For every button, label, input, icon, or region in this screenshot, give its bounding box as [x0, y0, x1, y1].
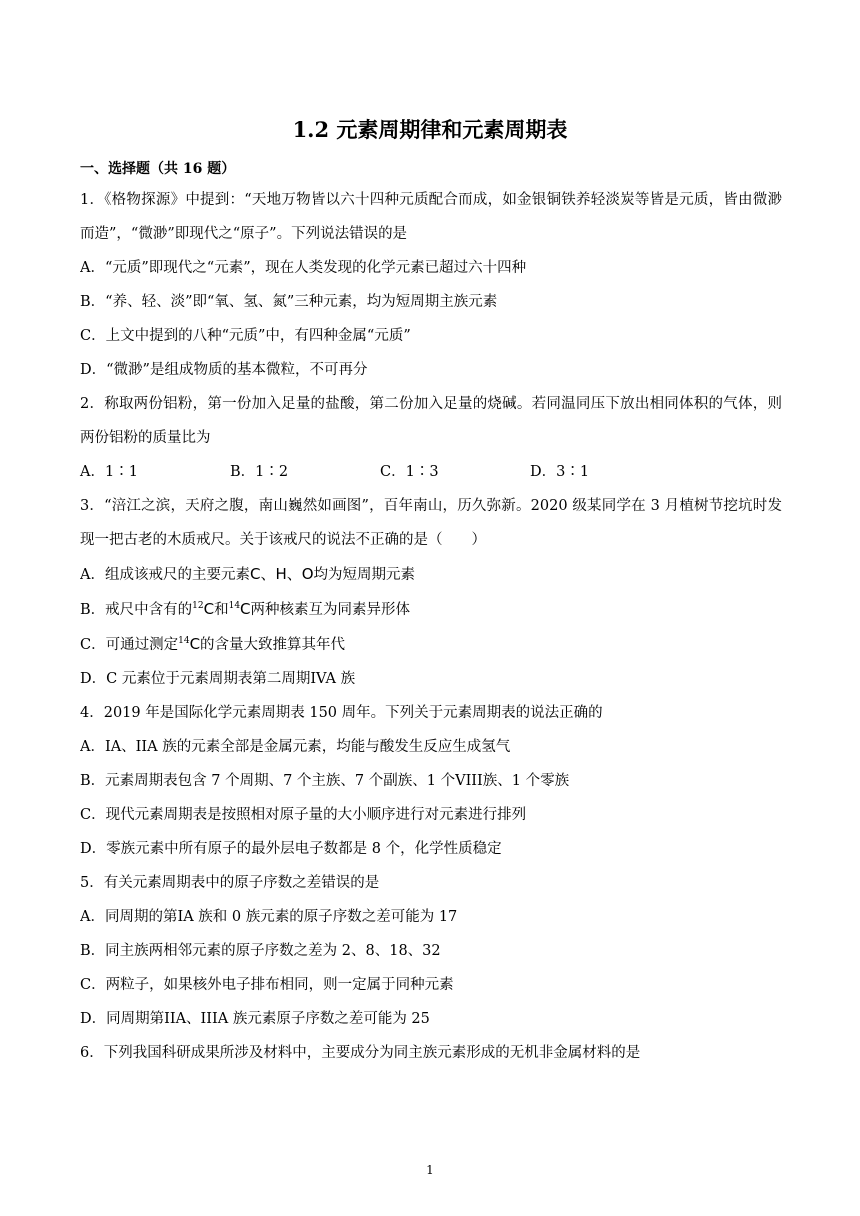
- question-2-option-a: A．1∶1: [80, 464, 138, 480]
- question-1-option-b: B．“养、轻、淡”即“氧、氢、氮”三种元素，均为短周期主族元素: [80, 294, 498, 310]
- question-5-option-d: D．同周期第IIA、IIIA 族元素原子序数之差可能为 25: [80, 1011, 430, 1027]
- question-3-option-b: [80, 592, 782, 627]
- question-4-option-c: C．现代元素周期表是按照相对原子量的大小顺序进行对元素进行排列: [80, 807, 527, 823]
- carbon-symbol: C: [240, 600, 251, 618]
- question-3-option-c: [80, 627, 782, 662]
- mass-number-14: 14: [228, 601, 241, 611]
- option-b-text-end: 两种核素互为同素异形体: [250, 602, 411, 618]
- question-5-option-b: B．同主族两相邻元素的原子序数之差为 2、8、18、32: [80, 943, 441, 959]
- mass-number-12: 12: [192, 601, 204, 611]
- question-1-stem: 1．《格物探源》中提到：“天地万物皆以六十四种元质配合而成，如金银铜铁养轻淡炭等皆是元质，皆由微渺而造”，“微渺”即现代之“原子”。下列说法错误的是: [80, 192, 782, 242]
- mass-number-14: 14: [178, 636, 190, 646]
- question-6-stem: 6．下列我国科研成果所涉及材料中，主要成分为同主族元素形成的无机非金属材料的是: [80, 1045, 641, 1061]
- question-1-option-c: C．上文中提到的八种“元质”中，有四种金属“元质”: [80, 328, 411, 344]
- question-2-options: [80, 455, 782, 489]
- question-3-option-a: [80, 557, 782, 592]
- question-3-stem: 3．“涪江之滨，天府之腹，南山巍然如画图”，百年南山，历久弥新。2020 级某同学在 3 月植树节挖坑时发现一把古老的木质戒尺。关于该戒尺的说法不正确的是（ ）: [80, 498, 782, 548]
- question-5-option-a: A．同周期的第IA 族和 0 族元素的原子序数之差可能为 17: [80, 909, 458, 925]
- question-1-option-d: D．“微渺”是组成物质的基本微粒，不可再分: [80, 362, 368, 378]
- question-3-option-d: D．C 元素位于元素周期表第二周期IVA 族: [80, 671, 356, 687]
- page-number: 1: [426, 1163, 434, 1177]
- section-heading: 一、选择题（共 16 题）: [80, 161, 236, 177]
- question-5-stem: 5．有关元素周期表中的原子序数之差错误的是: [80, 875, 380, 891]
- carbon-symbol: C: [189, 635, 201, 653]
- question-4-stem: 4．2019 年是国际化学元素周期表 150 周年。下列关于元素周期表的说法正确的: [80, 705, 603, 721]
- option-b-text: B．戒尺中含有的: [80, 602, 193, 618]
- option-a-text-end: 均为短周期元素: [313, 567, 416, 583]
- question-2-option-d: D．3∶1: [530, 464, 590, 480]
- question-5-option-c: C．两粒子，如果核外电子排布相同，则一定属于同种元素: [80, 977, 454, 993]
- option-b-and: 和: [214, 602, 229, 618]
- question-2-option-c: C．1∶3: [380, 464, 439, 480]
- option-c-text-end: 的含量大致推算其年代: [200, 637, 346, 653]
- question-4-option-a: A．IA、IIA 族的元素全部是金属元素，均能与酸发生反应生成氢气: [80, 739, 511, 755]
- question-4-option-d: D．零族元素中所有原子的最外层电子数都是 8 个，化学性质稳定: [80, 841, 502, 857]
- option-a-text: A．组成该戒尺的主要元素: [80, 567, 250, 583]
- question-1-option-a: A．“元质”即现代之“元素”，现在人类发现的化学元素已超过六十四种: [80, 260, 527, 276]
- question-2-option-b: B．1∶2: [230, 464, 289, 480]
- carbon-symbol: C: [203, 600, 215, 618]
- element-symbols: C、H、O: [249, 565, 314, 583]
- document-title: 1.2 元素周期律和元素周期表: [292, 117, 568, 142]
- option-c-text: C．可通过测定: [80, 637, 179, 653]
- question-4-option-b: B．元素周期表包含 7 个周期、7 个主族、7 个副族、1 个VIII族、1 个零族: [80, 773, 570, 789]
- question-2-stem: 2．称取两份铝粉，第一份加入足量的盐酸，第二份加入足量的烧碱。若同温同压下放出相同体积的气体，则两份铝粉的质量比为: [80, 396, 782, 446]
- question-list: [80, 183, 782, 1070]
